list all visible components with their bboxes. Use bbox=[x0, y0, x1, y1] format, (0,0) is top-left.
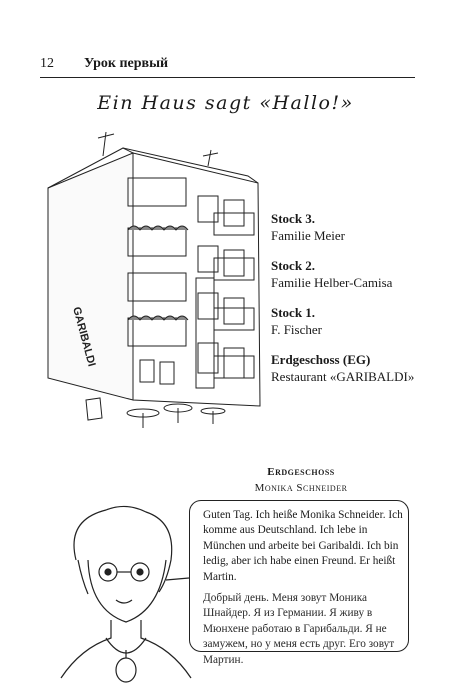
floor-item bbox=[271, 257, 431, 291]
speaker-name: Monika Schneider bbox=[254, 482, 348, 494]
dialogue-heading: Erdgeschoss bbox=[267, 466, 335, 478]
header-rule bbox=[40, 77, 415, 78]
dialogue-german: Guten Tag. Ich heiße Monika Schneider. Ich komme aus Deutschland. Ich lebe in München und arbeite bei Garibaldi. Ich bin ledig, aber ich habe einen Freund. Er heißt Martin. bbox=[203, 509, 403, 583]
floor-item bbox=[271, 351, 431, 385]
floor-label: Stock 3. bbox=[271, 211, 316, 226]
floor-label: Erdgeschoss (EG) bbox=[271, 352, 371, 367]
chapter-title: Урок первый bbox=[84, 56, 169, 71]
floor-item bbox=[271, 304, 431, 338]
floor-resident: F. Fischer bbox=[271, 322, 322, 337]
dialogue-russian: Добрый день. Меня зовут Моника Шнайдер. Я из Германии. Я живу в Мюнхене работаю в Гарибальди. Я не замужем, но у меня есть друг. Его зовут Мартин. bbox=[203, 592, 395, 666]
floor-resident: Familie Helber-Camisa bbox=[271, 275, 393, 290]
floor-resident: Restaurant «GARIBALDI» bbox=[271, 369, 415, 384]
building-illustration bbox=[28, 128, 268, 438]
page-number: 12 bbox=[40, 56, 54, 71]
dialogue-text bbox=[203, 508, 403, 674]
floor-label: Stock 2. bbox=[271, 258, 316, 273]
woman-illustration bbox=[56, 500, 196, 700]
section-title: Ein Haus sagt «Hallo!» bbox=[97, 92, 354, 114]
building-sign: GARIBALDI bbox=[70, 305, 98, 368]
floor-item bbox=[271, 210, 431, 244]
floor-resident: Familie Meier bbox=[271, 228, 346, 243]
floor-directory bbox=[271, 210, 431, 398]
page-header bbox=[40, 56, 415, 78]
floor-label: Stock 1. bbox=[271, 305, 316, 320]
